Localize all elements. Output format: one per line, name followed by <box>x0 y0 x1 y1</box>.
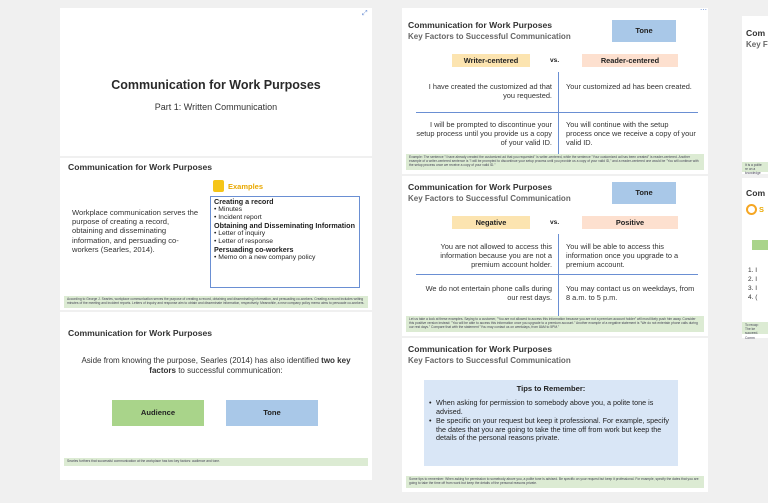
speaker-note: Searles furthers that successful communication at the workplace has two key factors: audience and tone. <box>64 458 368 466</box>
speaker-note: It is a polite re on a knowledge <box>742 162 768 172</box>
list-item: 3. I <box>748 285 758 292</box>
slide-key-factors[interactable] <box>60 312 372 480</box>
section-label: S <box>759 205 764 214</box>
check-circle-icon <box>746 204 757 215</box>
slide-heading: Communication for Work Purposes <box>408 182 553 192</box>
negative-example-1: You are not allowed to access this information because you are not a premium account holder. <box>440 242 552 270</box>
more-icon: ⋯ <box>700 7 707 14</box>
example-item: • Minutes <box>214 206 243 213</box>
vs-label: vs. <box>550 57 560 64</box>
list-item: 1. I <box>748 267 758 274</box>
examples-label: Examples <box>228 182 264 191</box>
slide-subheading: Key Factors to Successful Communication <box>408 32 571 41</box>
tone-box: Tone <box>226 400 318 426</box>
example-heading: Persuading co-workers <box>214 245 294 254</box>
slide-negative-positive[interactable] <box>402 176 708 336</box>
slide-heading: Communication for Work Purposes <box>408 344 553 354</box>
purposes-body: Workplace communication serves the purpose of creating a record, obtaining and disseminating information, and persuading co-workers (Searles, 2014). <box>72 208 199 254</box>
slide-subheading: Key Factors to Successful Communication <box>408 356 571 365</box>
list-item: 4. ( <box>748 294 758 301</box>
slide-partial-right-bottom[interactable] <box>742 178 768 338</box>
slide-heading: Communication for Work Purposes <box>408 20 553 30</box>
slide-partial-right-top[interactable] <box>742 16 768 174</box>
tip-item: • When asking for permission to somebody above you, a polite tone is advised. <box>429 399 673 416</box>
examples-box <box>210 196 360 288</box>
positive-example-2: You may contact us on weekdays, from 8 a.m. to 5 p.m. <box>566 284 695 303</box>
positive-example-1: You will be able to access this information once you upgrade to a premium account. <box>566 242 679 270</box>
slide-heading: Communication for Work Purposes <box>68 162 213 172</box>
slide-purposes[interactable] <box>60 158 372 310</box>
negative-example-2: We do not entertain phone calls during our rest days. <box>425 284 552 303</box>
speaker-note: To recap: The ke succeed. Comm <box>742 322 768 334</box>
tips-box <box>424 380 678 466</box>
slide-heading: Com <box>746 188 766 198</box>
tone-label: Tone <box>612 182 676 204</box>
tips-list <box>429 399 673 443</box>
list-item: 2. I <box>748 276 758 283</box>
slide-heading: Communication for Work Purposes <box>68 328 213 338</box>
reader-centered-example-1: Your customized ad has been created. <box>566 82 692 91</box>
example-item: • Incident report <box>214 214 262 221</box>
slide-subheading: Key F <box>746 40 768 49</box>
column-header-left: Writer-centered <box>452 54 530 67</box>
expand-icon: ⤢ <box>362 10 368 17</box>
tone-label: Tone <box>612 20 676 42</box>
speaker-note: According to George J. Searles, workplace communication serves the purpose of creating a record, obtaining and disseminating information, and persuading co-workers. Creating a record includes writing minutes of the meeting and incident reports. Letters of inquiry and response aim to obtain and disseminate information, respectively. Meanwhile, a new company policy memo aims to persuade co-workers. <box>64 296 368 308</box>
writer-centered-example-1: I have created the customized ad that you requested. <box>428 82 552 101</box>
vs-label: vs. <box>550 219 560 226</box>
speaker-note: Some tips to remember: When asking for permission to somebody above you, a polite tone is advised. Be specific on your request but keep it professional. For example, specify the dates that you are going to take the time off from work but keep the details of the personal reasons private. <box>406 476 704 488</box>
clipboard-icon <box>213 180 224 192</box>
slide-title[interactable] <box>60 8 372 156</box>
column-header-right: Positive <box>582 216 678 229</box>
tips-title: Tips to Remember: <box>516 384 586 393</box>
green-header <box>752 240 768 250</box>
slide-writer-reader[interactable] <box>402 8 708 174</box>
column-header-right: Reader-centered <box>582 54 678 67</box>
example-item: • Letter of response <box>214 238 274 245</box>
slide-tips[interactable] <box>402 338 708 492</box>
example-heading: Creating a record <box>214 197 274 206</box>
example-item: • Memo on a new company policy <box>214 254 316 261</box>
slide-heading: Com <box>746 28 766 38</box>
writer-centered-example-2: I will be prompted to discontinue your setup process until you provide us a copy of your valid ID. <box>416 120 552 148</box>
tip-item: • Be specific on your request but keep it professional. For example, specify the dates that you are going to take the time off from work but keep the details of the personal reasons private. <box>429 417 673 443</box>
column-header-left: Negative <box>452 216 530 229</box>
reader-centered-example-2: You will continue with the setup process once we receive a copy of your valid ID. <box>566 120 696 148</box>
speaker-note: Let us take a look at these examples. Saying to a customer, "You are not allowed to access this information because you are not a premium account holder" will most likely push him away. Consider this positive version instead: "You will be able to access this information once you upgrade to a premium account." Another example of a negative statement is "We do not entertain phone calls during our rest days." Compare that with the statement "You may contact us on weekdays, from 8AM to 5PM." <box>406 316 704 332</box>
page-subtitle: Part 1: Written Communication <box>154 102 278 112</box>
audience-box: Audience <box>112 400 204 426</box>
slide-subheading: Key Factors to Successful Communication <box>408 194 571 203</box>
example-item: • Letter of inquiry <box>214 230 266 237</box>
example-heading: Obtaining and Disseminating Information <box>214 221 355 230</box>
speaker-note: Example: The sentence "I have already created the customized ad that you requested" is writer-centered, while the sentence "Your customized ad has been created" is reader-centered. Another example of a writer-centered sentence is "I will be prompted to discontinue your setup process until you provide us a copy of your valid ID," and a reader-centered one would be "You will continue with the setup process once we receive a copy of your valid ID." <box>406 154 704 170</box>
key-factors-body: Aside from knowing the purpose, Searles (2014) has also identified two key factors to successful communication: <box>81 356 351 375</box>
page-title: Communication for Work Purposes <box>111 78 321 92</box>
